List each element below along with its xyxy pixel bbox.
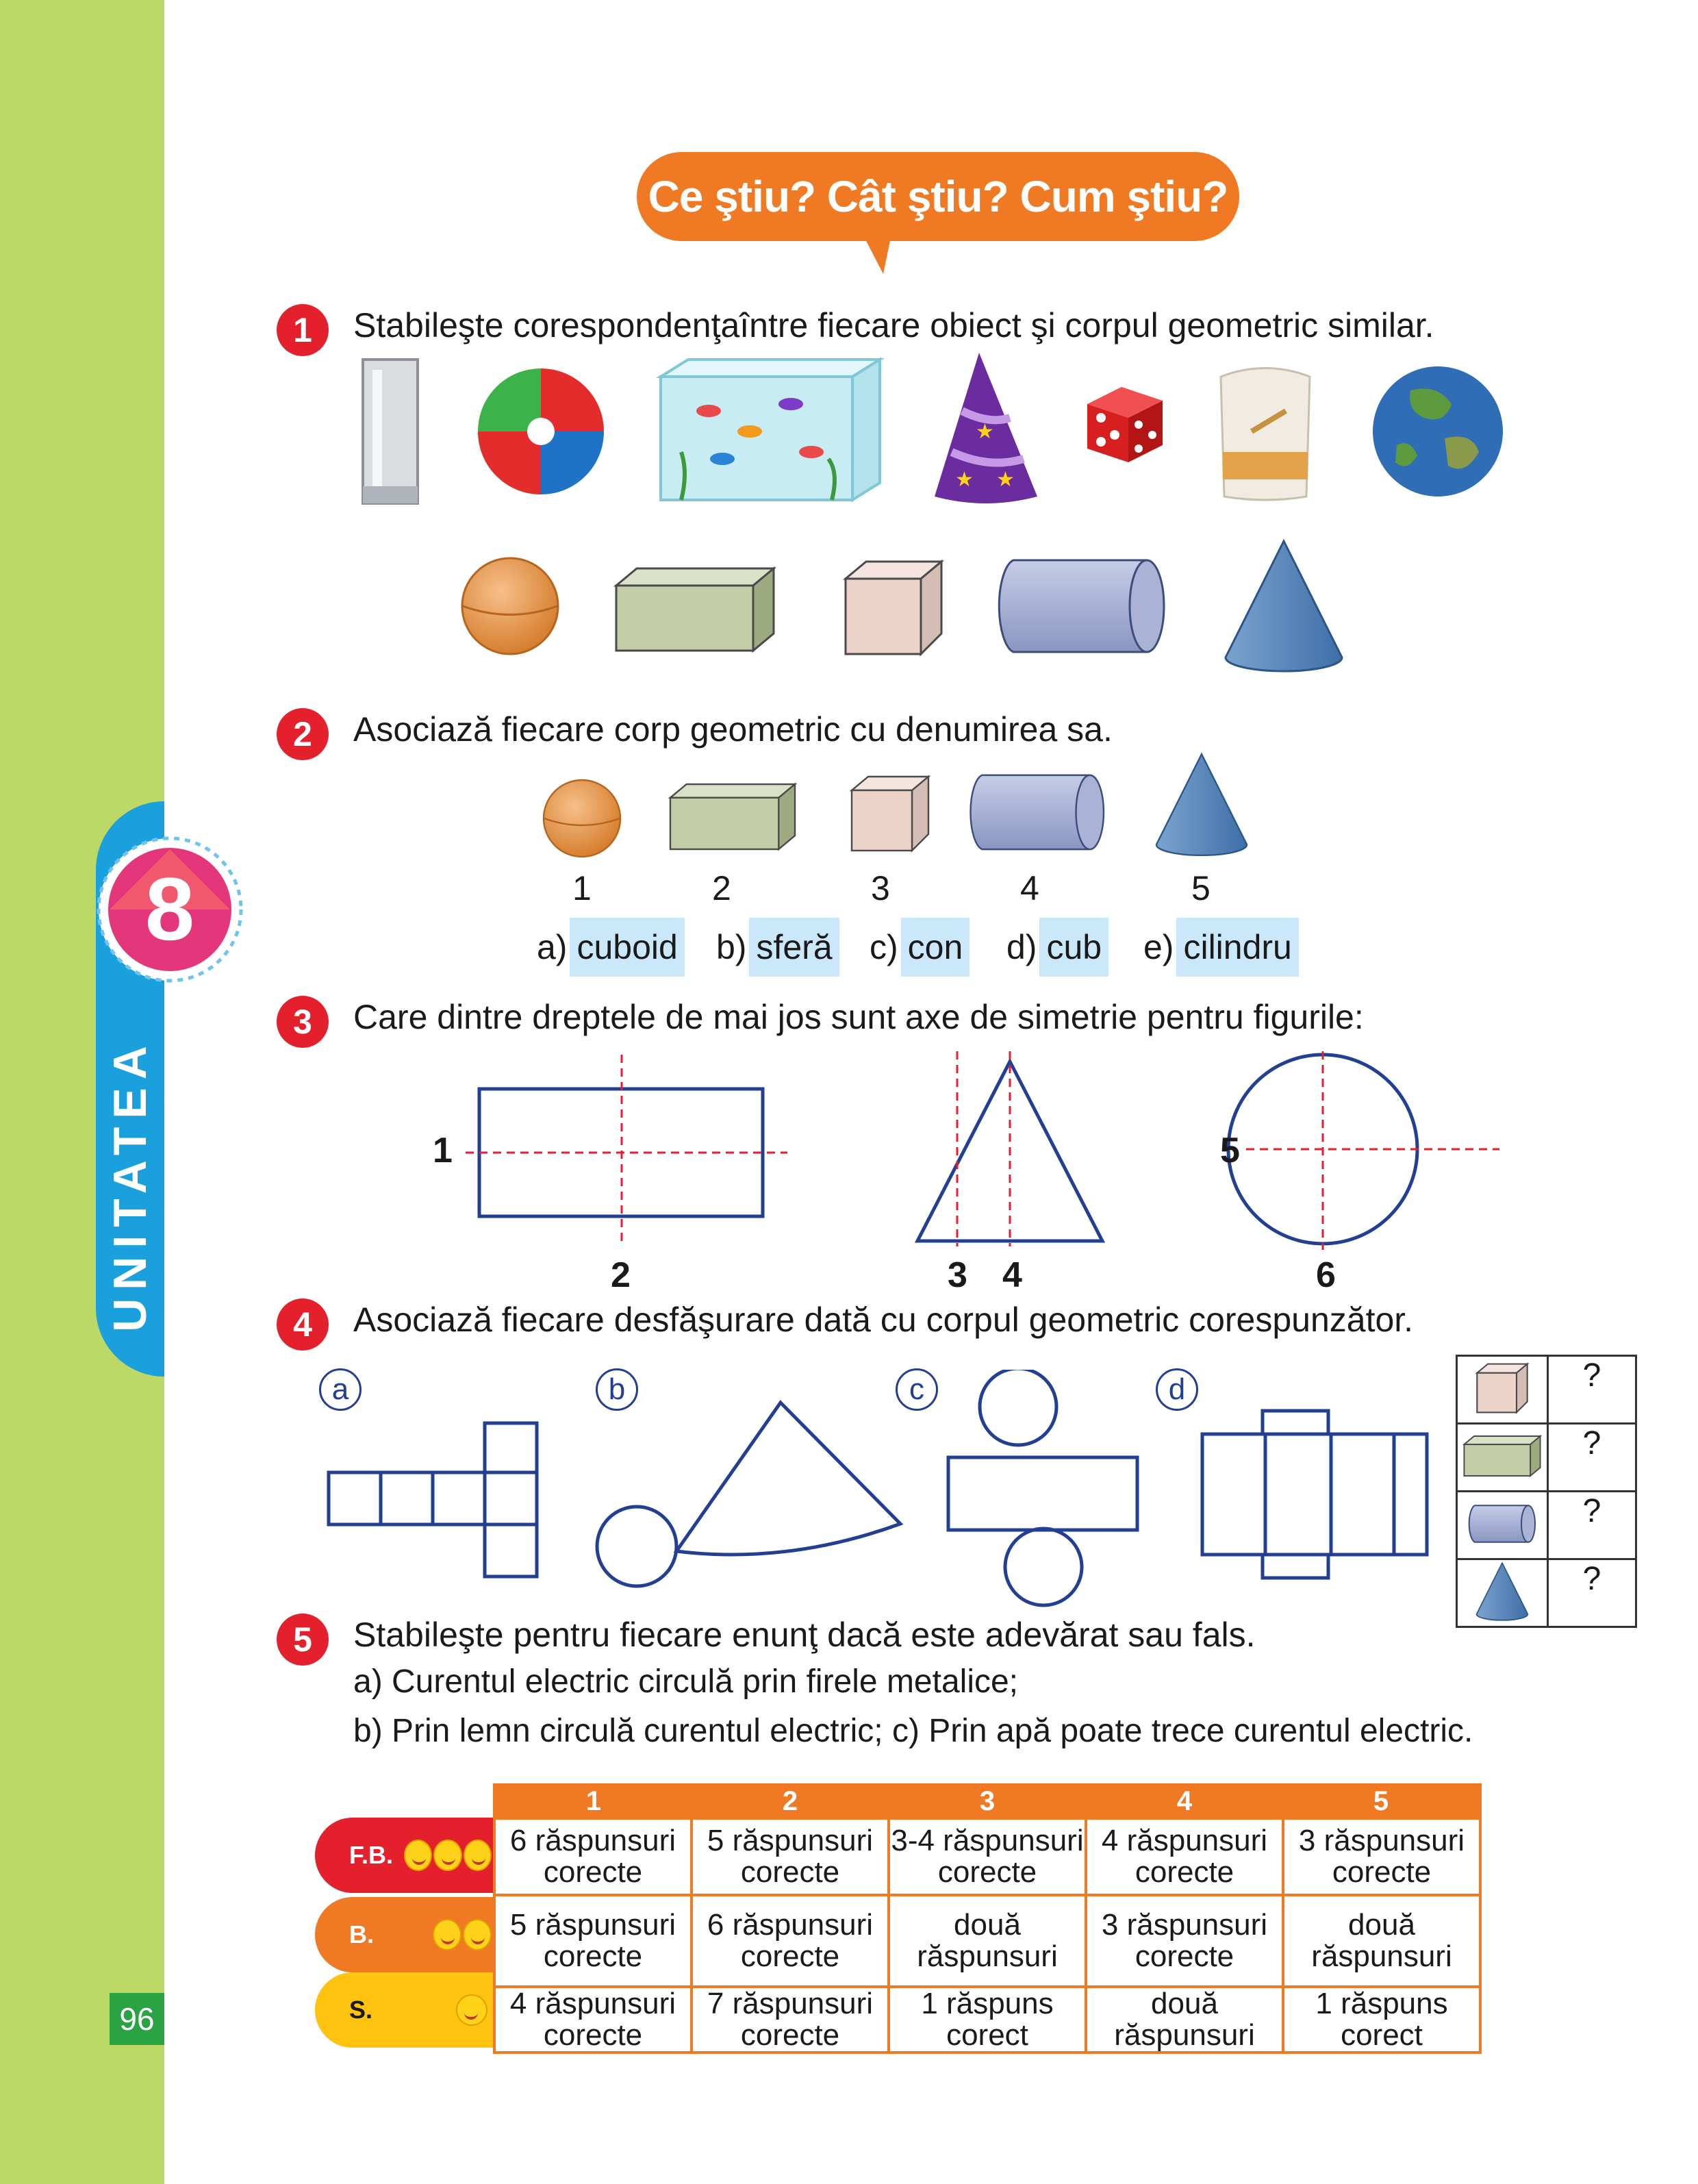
score-cell: 1 răspuns corect bbox=[889, 1987, 1086, 2053]
smiley-icon bbox=[433, 1840, 461, 1871]
svg-text:★: ★ bbox=[996, 468, 1015, 492]
score-cell: 7 răspunsuri corecte bbox=[692, 1987, 889, 2053]
unit-label-wrap bbox=[96, 1014, 164, 1356]
option-b bbox=[716, 918, 839, 977]
cylinder-shape-small bbox=[965, 770, 1109, 854]
score-header-1: 1 bbox=[494, 1785, 692, 1818]
unit-number: 8 bbox=[144, 859, 195, 959]
net-letter-d: d bbox=[1156, 1368, 1198, 1411]
smiley-icon bbox=[433, 1919, 461, 1950]
score-cell: 4 răspunsuri corecte bbox=[494, 1987, 692, 2053]
match-cube-cell bbox=[1457, 1356, 1548, 1424]
score-row-s bbox=[494, 1987, 1480, 2053]
line-label-3: 3 bbox=[948, 1255, 967, 1295]
svg-text:★: ★ bbox=[955, 468, 974, 492]
score-label-b: B. bbox=[349, 1920, 374, 1948]
option-e-name: cilindru bbox=[1176, 918, 1298, 977]
option-b-letter: b) bbox=[716, 928, 747, 966]
net-letter-a: a bbox=[319, 1368, 362, 1411]
smiley-icon bbox=[463, 1919, 492, 1950]
option-b-name: sferă bbox=[749, 918, 839, 977]
score-cell: 6 răspunsuri corecte bbox=[692, 1895, 889, 1987]
score-row-b bbox=[494, 1895, 1480, 1987]
option-a-name: cuboid bbox=[570, 918, 684, 977]
beach-ball-image bbox=[472, 363, 609, 500]
match-cuboid-cell bbox=[1457, 1424, 1548, 1492]
unit-label: UNITATEA bbox=[104, 1038, 157, 1332]
score-row-b-label bbox=[315, 1897, 493, 1972]
score-header-4: 4 bbox=[1086, 1785, 1283, 1818]
shape-number-1: 1 bbox=[572, 869, 592, 907]
score-row-fb bbox=[494, 1818, 1480, 1895]
cube-shape-small bbox=[849, 774, 931, 853]
match-answer-3[interactable]: ? bbox=[1548, 1492, 1636, 1559]
score-cell: două răspunsuri bbox=[1086, 1987, 1283, 2053]
score-cell: 5 răspunsuri corecte bbox=[692, 1818, 889, 1895]
match-answer-2[interactable]: ? bbox=[1548, 1424, 1636, 1492]
score-row-fb-label bbox=[315, 1818, 493, 1893]
smiley-icon bbox=[404, 1840, 432, 1871]
question-5-number: 5 bbox=[277, 1614, 329, 1666]
glass-image bbox=[356, 356, 424, 507]
match-row bbox=[1457, 1424, 1636, 1492]
nets-figures bbox=[322, 1370, 1431, 1616]
page-number: 96 bbox=[110, 1993, 164, 2045]
score-header-2: 2 bbox=[692, 1785, 889, 1818]
option-d-name: cub bbox=[1039, 918, 1108, 977]
shape-number-2: 2 bbox=[712, 869, 731, 907]
score-label-s: S. bbox=[349, 1996, 373, 2024]
earth-globe-image bbox=[1369, 363, 1506, 500]
option-d bbox=[1006, 918, 1108, 977]
option-a bbox=[537, 918, 685, 977]
sphere-shape-small bbox=[541, 777, 623, 859]
symmetry-figures bbox=[459, 1048, 1513, 1253]
score-label-fb: F.B. bbox=[349, 1841, 394, 1869]
option-c-name: con bbox=[901, 918, 970, 977]
line-label-4: 4 bbox=[1002, 1255, 1022, 1295]
cone-icon bbox=[1475, 1561, 1530, 1622]
question-2-text: Asociază fiecare corp geometric cu denumirea sa. bbox=[353, 710, 1113, 749]
question-3-text: Care dintre dreptele de mai jos sunt axe de simetrie pentru figurile: bbox=[353, 998, 1364, 1036]
cube-icon bbox=[1475, 1362, 1530, 1414]
dice-image bbox=[1080, 380, 1169, 469]
cuboid-icon bbox=[1462, 1434, 1542, 1478]
statement-a: a) Curentul electric circulă prin firele metalice; bbox=[353, 1664, 1019, 1700]
option-c bbox=[870, 918, 970, 977]
question-1-text: Stabileşte corespondenţaîntre fiecare obiect şi corpul geometric similar. bbox=[353, 306, 1434, 344]
score-cell: 4 răspunsuri corecte bbox=[1086, 1818, 1283, 1895]
score-table bbox=[493, 1783, 1482, 2054]
line-label-1: 1 bbox=[433, 1131, 453, 1170]
option-e bbox=[1143, 918, 1299, 977]
smiley-icon bbox=[456, 1994, 487, 2026]
net-b-cone bbox=[597, 1403, 900, 1586]
score-header-row bbox=[494, 1785, 1480, 1818]
question-4-number: 4 bbox=[277, 1298, 329, 1351]
score-header-5: 5 bbox=[1283, 1785, 1480, 1818]
statement-b-c: b) Prin lemn circulă curentul electric; c) Prin apă poate trece curentul electric. bbox=[353, 1713, 1473, 1749]
score-cell: două răspunsuri bbox=[1283, 1895, 1480, 1987]
score-cell: 1 răspuns corect bbox=[1283, 1987, 1480, 2053]
net-c-cylinder bbox=[948, 1370, 1137, 1605]
match-row bbox=[1457, 1559, 1636, 1627]
flour-sack-image bbox=[1211, 356, 1320, 503]
score-header-3: 3 bbox=[889, 1785, 1086, 1818]
match-answer-1[interactable]: ? bbox=[1548, 1356, 1636, 1424]
net-a-cube bbox=[329, 1423, 537, 1577]
score-cell: 5 răspunsuri corecte bbox=[494, 1895, 692, 1987]
score-cell: 3 răspunsuri corecte bbox=[1086, 1895, 1283, 1987]
unit-number-badge bbox=[96, 836, 244, 983]
cylinder-icon bbox=[1467, 1503, 1538, 1545]
page-title: Ce ştiu? Cât ştiu? Cum ştiu? bbox=[648, 172, 1228, 221]
cuboid-shape-small bbox=[668, 781, 798, 853]
line-label-5: 5 bbox=[1220, 1131, 1240, 1170]
match-answer-4[interactable]: ? bbox=[1548, 1559, 1636, 1627]
line-label-6: 6 bbox=[1316, 1255, 1336, 1295]
match-cylinder-cell bbox=[1457, 1492, 1548, 1559]
party-hat-image bbox=[928, 349, 1044, 507]
score-cell: 6 răspunsuri corecte bbox=[494, 1818, 692, 1895]
smiley-icon bbox=[464, 1840, 492, 1871]
question-4-text: Asociază fiecare desfăşurare dată cu corpul geometric corespunzător. bbox=[353, 1301, 1414, 1339]
sphere-shape bbox=[459, 555, 561, 657]
question-5-text: Stabileşte pentru fiecare enunţ dacă este adevărat sau fals. bbox=[353, 1616, 1256, 1654]
match-row bbox=[1457, 1356, 1636, 1424]
cone-shape bbox=[1222, 538, 1345, 675]
net-letter-b: b bbox=[596, 1368, 638, 1411]
score-cell: două răspunsuri bbox=[889, 1895, 1086, 1987]
net-letter-c: c bbox=[896, 1368, 938, 1411]
shape-number-4: 4 bbox=[1020, 869, 1039, 907]
shape-number-3: 3 bbox=[871, 869, 890, 907]
shape-number-5: 5 bbox=[1191, 869, 1211, 907]
option-d-letter: d) bbox=[1006, 928, 1037, 966]
cylinder-shape bbox=[993, 555, 1171, 657]
cuboid-shape bbox=[613, 565, 777, 654]
option-c-letter: c) bbox=[870, 928, 898, 966]
match-row bbox=[1457, 1492, 1636, 1559]
question-1-number: 1 bbox=[277, 304, 329, 356]
line-label-2: 2 bbox=[611, 1255, 631, 1295]
option-a-letter: a) bbox=[537, 928, 568, 966]
score-row-s-label bbox=[315, 1972, 493, 2048]
cube-shape bbox=[842, 558, 945, 657]
score-cell: 3-4 răspunsuri corecte bbox=[889, 1818, 1086, 1895]
cone-shape-small bbox=[1154, 750, 1250, 859]
option-e-letter: e) bbox=[1143, 928, 1174, 966]
svg-text:★: ★ bbox=[976, 420, 994, 444]
question-3-number: 3 bbox=[277, 996, 329, 1048]
net-d-cuboid bbox=[1202, 1411, 1427, 1578]
score-cell: 3 răspunsuri corecte bbox=[1283, 1818, 1480, 1895]
question-2-number: 2 bbox=[277, 708, 329, 760]
match-cone-cell bbox=[1457, 1559, 1548, 1627]
aquarium-image bbox=[654, 356, 887, 503]
net-match-table bbox=[1456, 1355, 1637, 1628]
